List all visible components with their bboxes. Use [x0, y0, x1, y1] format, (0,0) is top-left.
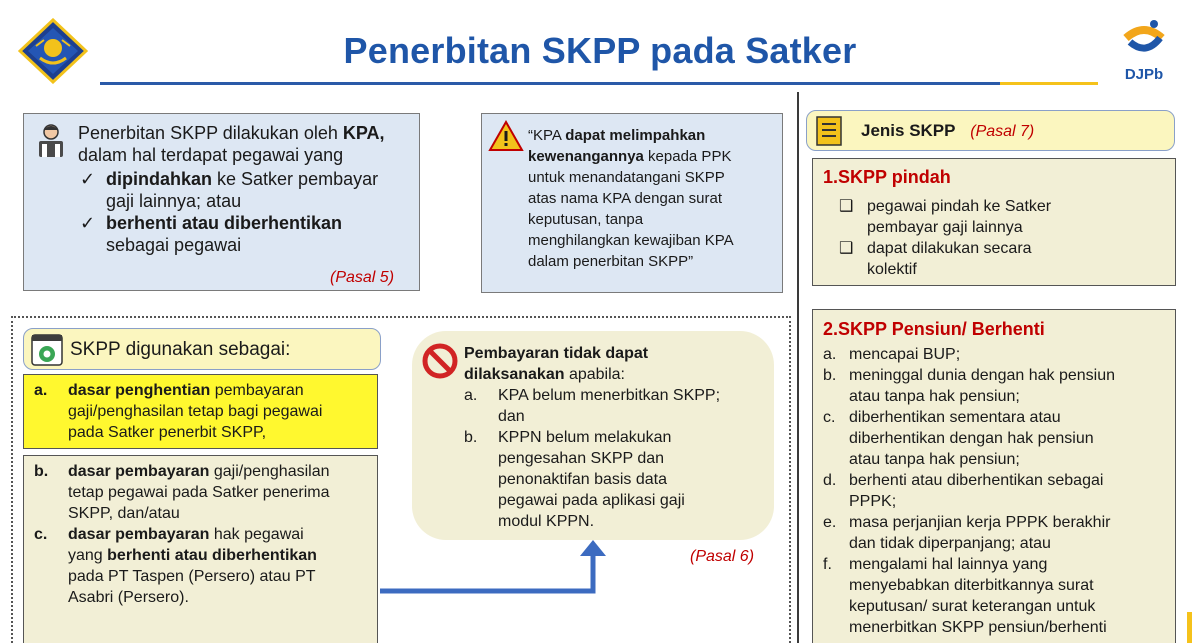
usage-items-bc	[23, 455, 378, 643]
skpp-pensiun-title: 2.SKPP Pensiun/ Berhenti	[823, 319, 1045, 339]
skpp-pindah-item-1: ❑ pegawai pindah ke Satker pembayar gaji lainnya	[839, 198, 1052, 236]
skpp-pensiun-list	[823, 344, 1173, 638]
djpb-logo-text: DJPb	[1124, 66, 1164, 83]
settings-icon	[30, 333, 64, 367]
vertical-divider	[797, 92, 799, 643]
payment-item-a: a. KPA belum menerbitkan SKPP; dan	[464, 387, 721, 425]
usage-item-b: b. dasar pembayaran gaji/penghasilan tetap pegawai pada Satker penerima SKPP, dan/atau	[34, 463, 330, 522]
pensiun-item: c. diberhentikan sementara atau diberhentikan dengan hak pensiun atau tanpa hak pensiun;	[823, 409, 1094, 468]
skpp-pensiun-box	[812, 309, 1176, 643]
checkmark-icon: ✓	[80, 213, 96, 233]
title-underline-accent	[1000, 82, 1098, 85]
warning-icon	[488, 120, 524, 152]
prohibited-icon	[422, 343, 458, 379]
djpb-logo	[1116, 16, 1172, 86]
jenis-title: Jenis SKPP	[861, 121, 956, 140]
kpa-item-2: ✓ berhenti atau diberhentikan sebagai pegawai	[80, 213, 343, 255]
document-list-icon	[815, 115, 843, 147]
pasal-5: (Pasal 5)	[330, 269, 395, 286]
title-underline	[100, 82, 1000, 85]
usage-header-text: SKPP digunakan sebagai:	[70, 339, 291, 360]
skpp-pindah-box	[812, 158, 1176, 286]
usage-item-c: c. dasar pembayaran hak pegawai yang berhenti atau diberhentikan pada PT Taspen (Persero) atau PT Asabri (Persero).	[34, 526, 317, 606]
connector-arrow	[380, 540, 610, 600]
kpa-line-2: dalam hal terdapat pegawai yang	[78, 145, 344, 165]
page-title: Penerbitan SKPP pada Satker	[343, 30, 857, 71]
pasal-7: (Pasal 7)	[970, 123, 1035, 140]
kpa-box	[23, 113, 420, 291]
pensiun-item: b. meninggal dunia dengan hak pensiun atau tanpa hak pensiun;	[823, 367, 1115, 405]
warning-quote: “KPA dapat melimpahkan kewenangannya kepada PPK untuk menandatangani SKPP atas nama KPA dengan surat keputusan, tanpa menghilangkan kewajiban KPA dalam penerbitan SKPP”	[528, 127, 734, 270]
warning-box	[481, 113, 783, 293]
kpa-item-1: ✓ dipindahkan ke Satker pembayar gaji lainnya; atau	[80, 169, 379, 211]
skpp-pindah-item-2: ❑ dapat dilakukan secara kolektif	[839, 240, 1032, 278]
checkmark-icon: ✓	[80, 169, 96, 189]
skpp-pindah-title: 1.SKPP pindah	[823, 167, 951, 187]
pensiun-item: a. mencapai BUP;	[823, 346, 961, 363]
checkbox-bullet-icon: ❑	[839, 198, 854, 215]
ministry-logo	[18, 18, 88, 84]
payment-heading-2: dilaksanakan apabila:	[464, 366, 625, 383]
payment-box	[412, 331, 774, 540]
pensiun-item: f. mengalami hal lainnya yang menyebabkan diterbitkannya surat keputusan/ surat keterangan untuk menerbitkan SKPP pensiun/berhenti	[823, 556, 1107, 636]
checkbox-bullet-icon: ❑	[839, 240, 854, 257]
usage-item-a: a. dasar penghentian pembayaran gaji/penghasilan tetap bagi pegawai pada Satker penerbit SKPP,	[23, 374, 378, 449]
jenis-header	[806, 110, 1175, 151]
payment-heading-1: Pembayaran tidak dapat	[464, 345, 649, 362]
payment-item-b: b. KPPN belum melakukan pengesahan SKPP dan penonaktifan basis data pegawai pada aplikasi gaji modul KPPN.	[464, 429, 685, 530]
usage-header	[23, 328, 381, 370]
usage-a-label: a.	[34, 382, 48, 399]
djpb-logo-icon	[1116, 16, 1172, 64]
edge-accent	[1187, 612, 1192, 643]
pensiun-item: e. masa perjanjian kerja PPPK berakhir dan tidak diperpanjang; atau	[823, 514, 1111, 552]
kpa-line-1: Penerbitan SKPP dilakukan oleh KPA,	[78, 123, 385, 143]
pensiun-item: d. berhenti atau diberhentikan sebagai PPPK;	[823, 472, 1104, 510]
pasal-6: (Pasal 6)	[690, 548, 755, 565]
person-icon	[33, 122, 69, 158]
